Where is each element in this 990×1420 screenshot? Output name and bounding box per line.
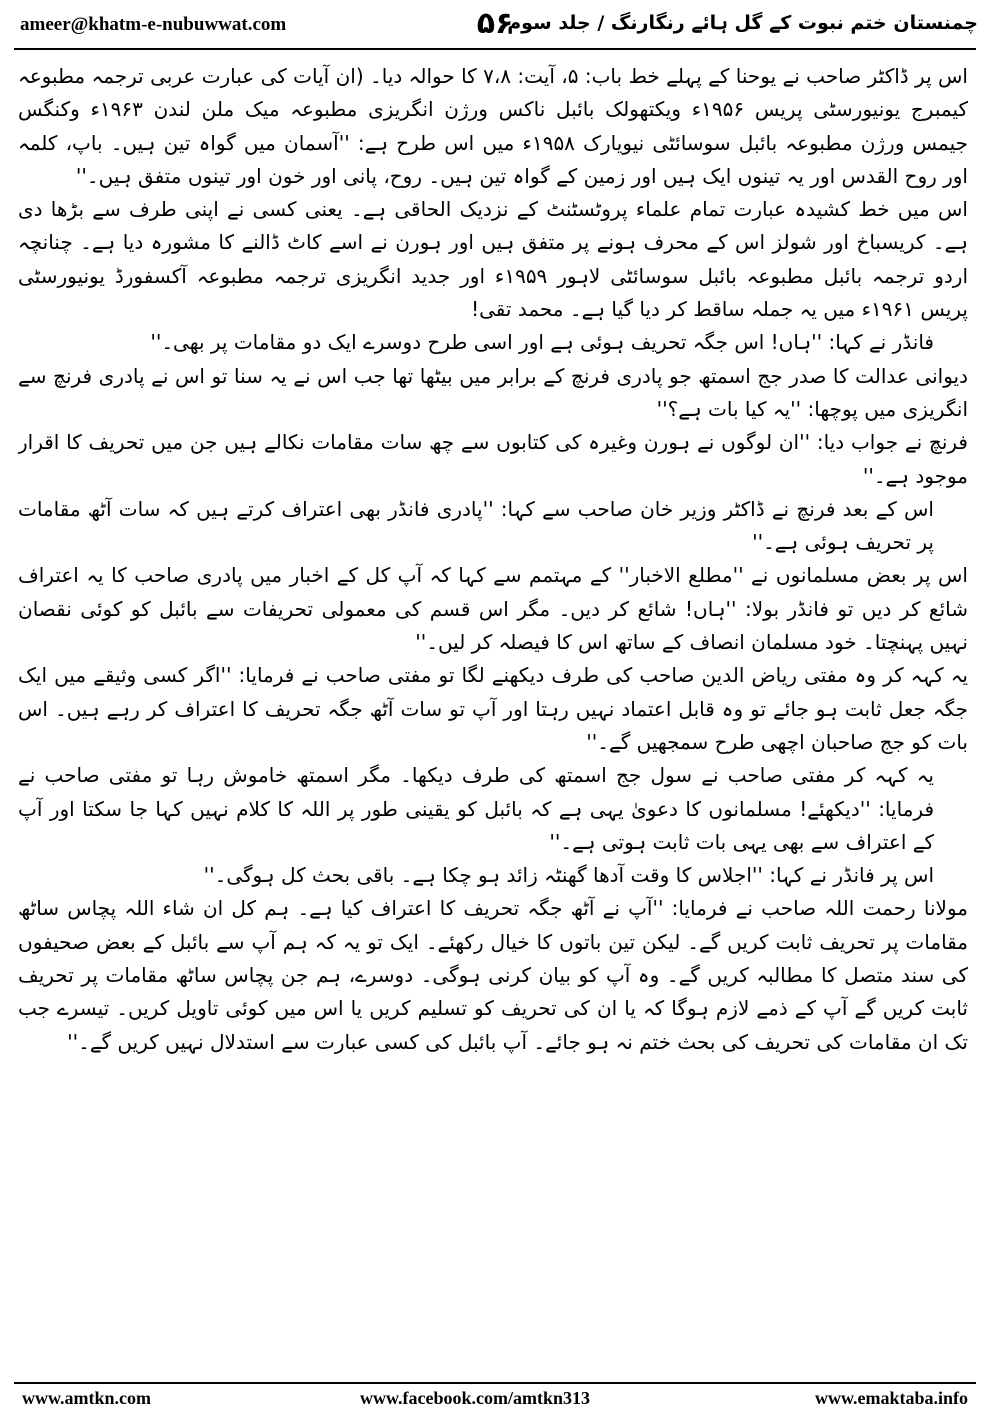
paragraph: یہ کہہ کر وہ مفتی ریاض الدین صاحب کی طرف دیکھنے لگا تو مفتی صاحب نے فرمایا: ''اگر کسی وثیقے میں ایک جگہ جعل ثابت ہو جائے تو وہ قابل اعتماد نہیں رہتا اور آپ تو سات آٹھ جگہ تحریف کا اعتراف کر رہے ہیں۔ اس بات کو جج صاحبان اچھی طرح سمجھیں گے۔'' bbox=[18, 663, 968, 754]
footer-link-emaktaba[interactable]: www.emaktaba.info bbox=[814, 1388, 968, 1408]
footer-divider bbox=[14, 1382, 976, 1384]
paragraph: یہ کہہ کر مفتی صاحب نے سول جج اسمتھ کی طرف دیکھا۔ مگر اسمتھ خاموش رہا تو مفتی صاحب نے فرمایا: ''دیکھئے! مسلمانوں کا دعویٰ یہی ہے کہ بائبل کو یقینی طور پر اللہ کا کلام نہیں کہا جا سکتا اور آپ کے اعتراف سے بھی یہی بات ثابت ہوتی ہے۔'' bbox=[18, 763, 934, 854]
paragraph: فرنچ نے جواب دیا: ''ان لوگوں نے ہورن وغیرہ کی کتابوں سے چھ سات مقامات نکالے ہیں جن میں تحریف کا اقرار موجود ہے۔'' bbox=[18, 430, 968, 488]
paragraph: اس میں خط کشیدہ عبارت تمام علماء پروٹسٹنٹ کے نزدیک الحاقی ہے۔ یعنی کسی نے اپنی طرف سے بڑھا دی ہے۔ کریسباخ اور شولز اس کے محرف ہونے پر متفق ہیں اور ہورن نے اسے کاٹ ڈالنے کا مشورہ دیا ہے۔ چنانچہ اردو ترجمہ بائبل مطبوعہ بائبل سوسائٹی لاہور ۱۹۵۹ء اور جدید انگریزی ترجمہ مطبوعہ آکسفورڈ یونیورسٹی پریس ۱۹۶۱ء میں یہ جملہ ساقط کر دیا گیا ہے۔ محمد تقی! bbox=[18, 197, 968, 322]
book-title: چمنستان ختم نبوت کے گل ہائے رنگارنگ / جلد سوم bbox=[507, 12, 978, 34]
page-footer bbox=[0, 1388, 990, 1418]
footer-link-facebook[interactable]: www.facebook.com/amtkn313 bbox=[360, 1388, 590, 1408]
paragraph: اس پر بعض مسلمانوں نے ''مطلع الاخبار'' کے مہتمم سے کہا کہ آپ کل کے اخبار میں پادری صاحب کا یہ اعتراف شائع کر دیں تو فانڈر بولا: ''ہاں! شائع کر دیں۔ مگر اس قسم کی معمولی تحریفات سے بائبل کو کوئی نقصان نہیں پہنچتا۔ خود مسلمان انصاف کے ساتھ اس کا فیصلہ کر لیں۔'' bbox=[18, 563, 968, 655]
paragraph: مولانا رحمت اللہ صاحب نے فرمایا: ''آپ نے آٹھ جگہ تحریف کا اعتراف کیا ہے۔ ہم کل ان شاء اللہ پچاس ساٹھ مقامات پر تحریف ثابت کریں گے۔ لیکن تین باتوں کا خیال رکھئے۔ ایک تو یہ کہ ہم آپ سے بائبل کے بعض صحیفوں کی سند متصل کا مطالبہ کریں گے۔ وہ آپ کو بیان کرنی ہوگی۔ دوسرے، ہم جن پچاس ساٹھ مقامات پر تحریف ثابت کریں گے آپ کے ذمے لازم ہوگا کہ یا ان کی تحریف کو تسلیم کریں یا اس میں کوئی تاویل کریں۔ تیسرے جب تک ان مقامات کی تحریف کی بحث ختم نہ ہو جائے۔ آپ بائبل کی کسی عبارت سے استدلال نہیں کریں گے۔'' bbox=[18, 896, 968, 1054]
header-email: ameer@khatm-e-nubuwwat.com bbox=[20, 14, 287, 35]
page-body bbox=[18, 60, 968, 1375]
paragraph: اس پر ڈاکٹر صاحب نے یوحنا کے پہلے خط باب: ۵، آیت: ۷،۸ کا حوالہ دیا۔ (ان آیات کی عبارت عربی ترجمہ مطبوعہ کیمبرج یونیورسٹی پریس ۱۹۵۶ء ویکتھولک بائبل ناکس ورژن انگریزی مطبوعہ میک ملن لندن ۱۹۶۳ء وکنگس جیمس ورژن مطبوعہ بائبل سوسائٹی نیویارک ۱۹۵۸ء میں اس طرح ہے: ''آسمان میں گواہ تین ہیں۔ باپ، کلمہ اور روح القدس اور یہ تینوں ایک ہیں اور زمین کے گواہ تین ہیں۔ روح، پانی اور خون اور تینوں متفق ہیں۔'' bbox=[18, 64, 968, 188]
paragraph: اس کے بعد فرنچ نے ڈاکٹر وزیر خان صاحب سے کہا: ''پادری فانڈر بھی اعتراف کرتے ہیں کہ سات آٹھ مقامات پر تحریف ہوئی ہے۔'' bbox=[18, 496, 934, 555]
paragraph: دیوانی عدالت کا صدر جج اسمتھ جو پادری فرنچ کے برابر میں بیٹھا تھا جب اس نے یہ سنا تو اس نے پادری فرنچ سے انگریزی میں پوچھا: ''یہ کیا بات ہے؟'' bbox=[18, 363, 968, 421]
footer-link-amtkn[interactable]: www.amtkn.com bbox=[22, 1388, 151, 1408]
paragraph: اس پر فانڈر نے کہا: ''اجلاس کا وقت آدھا گھنٹہ زائد ہو چکا ہے۔ باقی بحث کل ہوگی۔'' bbox=[203, 863, 934, 888]
paragraph: فانڈر نے کہا: ''ہاں! اس جگہ تحریف ہوئی ہے اور اسی طرح دوسرے ایک دو مقامات پر بھی۔'' bbox=[150, 330, 934, 355]
page-number: ۵۶ bbox=[476, 6, 514, 41]
header-divider bbox=[14, 48, 976, 50]
page-header bbox=[0, 0, 990, 48]
